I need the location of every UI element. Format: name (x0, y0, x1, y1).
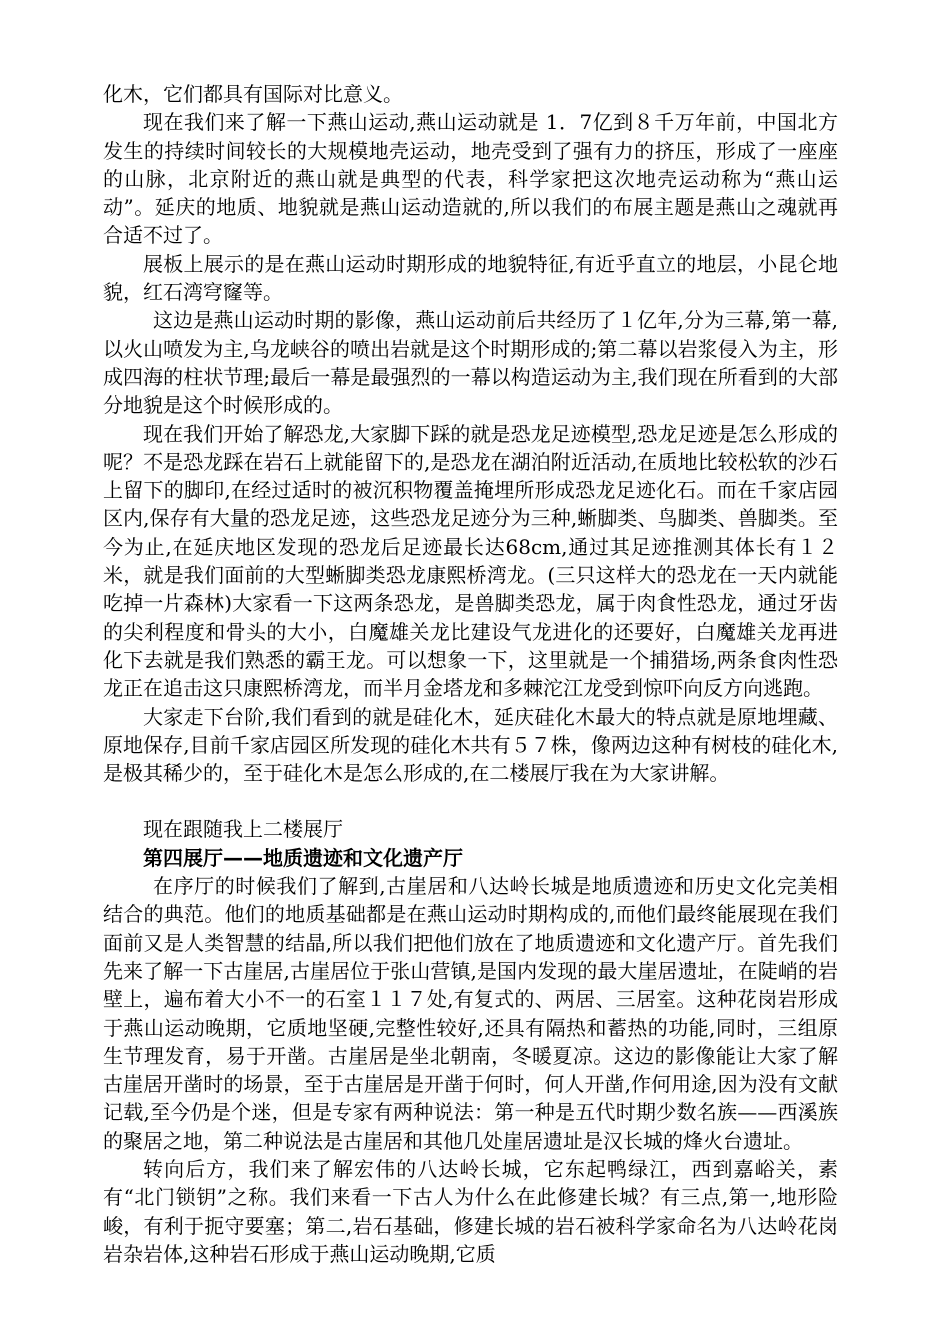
paragraph-continuation: 化木，它们都具有国际对比意义。 (103, 82, 403, 106)
paragraph-go-upstairs: 现在跟随我上二楼展厅 (143, 817, 343, 842)
paragraph-cliff-dwellings: 在序厅的时候我们了解到,古崖居和八达岭长城是地质遗迹和历史文化完美相结合的典范。他们的地质基础都是在燕山运动时期构成的,而他们最终能展现在我们面前又是人类智慧的结晶,所以我们把他们放在了地质遗迹和文化遗产厅。首先我们先来了解一下古崖居,古崖居位于张山营镇,是国内发现的最大崖居遗址，在陡峭的岩壁上，遍布着大小不一的石室１１７处,有复式的、两居、三居室。这种花岗岩形成于燕山运动晚期，它质地坚硬,完整性较好,还具有隔热和蓄热的功能,同时，三组原生节理发育，易于开凿。古崖居是坐北朝南，冬暖夏凉。这边的影像能让大家了解古崖居开凿时的场景，至于古崖居是开凿于何时，何人开凿,作何用途,因为没有文献记载,至今仍是个迷，但是专家有两种说法：第一种是五代时期少数名族——西溪族的聚居之地，第二种说法是古崖居和其他几处崖居遗址是汉长城的烽火台遗址。 (103, 874, 838, 1153)
paragraph-petrified-wood: 大家走下台阶,我们看到的就是硅化木，延庆硅化木最大的特点就是原地埋藏、原地保存,目前千家店园区所发现的硅化木共有５７株，像两边这种有树枝的硅化木,是极其稀少的，至于硅化木是怎么形成的,在二楼展厅我在为大家讲解。 (103, 704, 838, 786)
paragraph-yanshan-phases: 这边是燕山运动时期的影像，燕山运动前后共经历了１亿年,分为三幕,第一幕,以火山喷发为主,乌龙峡谷的喷出岩就是这个时期形成的;第二幕以岩浆侵入为主，形成四海的柱状节理;最后一幕是最强烈的一幕以构造运动为主,我们现在所看到的大部分地貌是这个时候形成的。 (103, 308, 838, 418)
paragraph-dinosaurs: 现在我们开始了解恐龙,大家脚下踩的就是恐龙足迹模型,恐龙足迹是怎么形成的呢？不是恐龙踩在岩石上就能留下的,是恐龙在湖泊附近活动,在质地比较松软的沙石上留下的脚印,在经过适时的被沉积物覆盖掩埋所形成恐龙足迹化石。而在千家店园区内,保存有大量的恐龙足迹，这些恐龙足迹分为三种,蜥脚类、鸟脚类、兽脚类。至今为止,在延庆地区发现的恐龙后足迹最长达68cm,通过其足迹推测其体长有１２米，就是我们面前的大型蜥脚类恐龙康熙桥湾龙。(三只这样大的恐龙在一天内就能吃掉一片森林)大家看一下这两条恐龙，是兽脚类恐龙，属于肉食性恐龙，通过牙齿的尖利程度和骨头的大小，白魔雄关龙比建设气龙进化的还要好，白魔雄关龙再进化下去就是我们熟悉的霸王龙。可以想象一下，这里就是一个捕猎场,两条食肉性恐龙正在追击这只康熙桥湾龙，而半月金塔龙和多棘沱江龙受到惊吓向反方向逃跑。 (103, 421, 838, 701)
blank-line (103, 787, 838, 815)
paragraph-yanshan-movement: 现在我们来了解一下燕山运动,燕山运动就是 1．7亿到８千万年前，中国北方发生的持续时间较长的大规模地壳运动，地壳受到了强有力的挤压，形成了一座座的山脉，北京附近的燕山就是典型的代表，科学家把这次地壳运动称为“燕山运动”。延庆的地质、地貌就是燕山运动造就的,所以我们的布展主题是燕山之魂就再合适不过了。 (103, 110, 838, 248)
paragraph-great-wall: 转向后方，我们来了解宏伟的八达岭长城，它东起鸭绿江，西到嘉峪关，素有“北门锁钥”之称。我们来看一下古人为什么在此修建长城？有三点,第一,地形险峻，有利于扼守要塞；第二,岩石基础，修建长城的岩石被科学家命名为八达岭花岗岩杂岩体,这种岩石形成于燕山运动晚期,它质 (103, 1156, 838, 1266)
paragraph-display-board: 展板上展示的是在燕山运动时期形成的地貌特征,有近乎直立的地层，小昆仑地貌，红石湾穹窿等。 (103, 251, 838, 305)
section-heading: 第四展厅——地质遗迹和文化遗产厅 (143, 845, 463, 870)
document-page (103, 80, 838, 1268)
